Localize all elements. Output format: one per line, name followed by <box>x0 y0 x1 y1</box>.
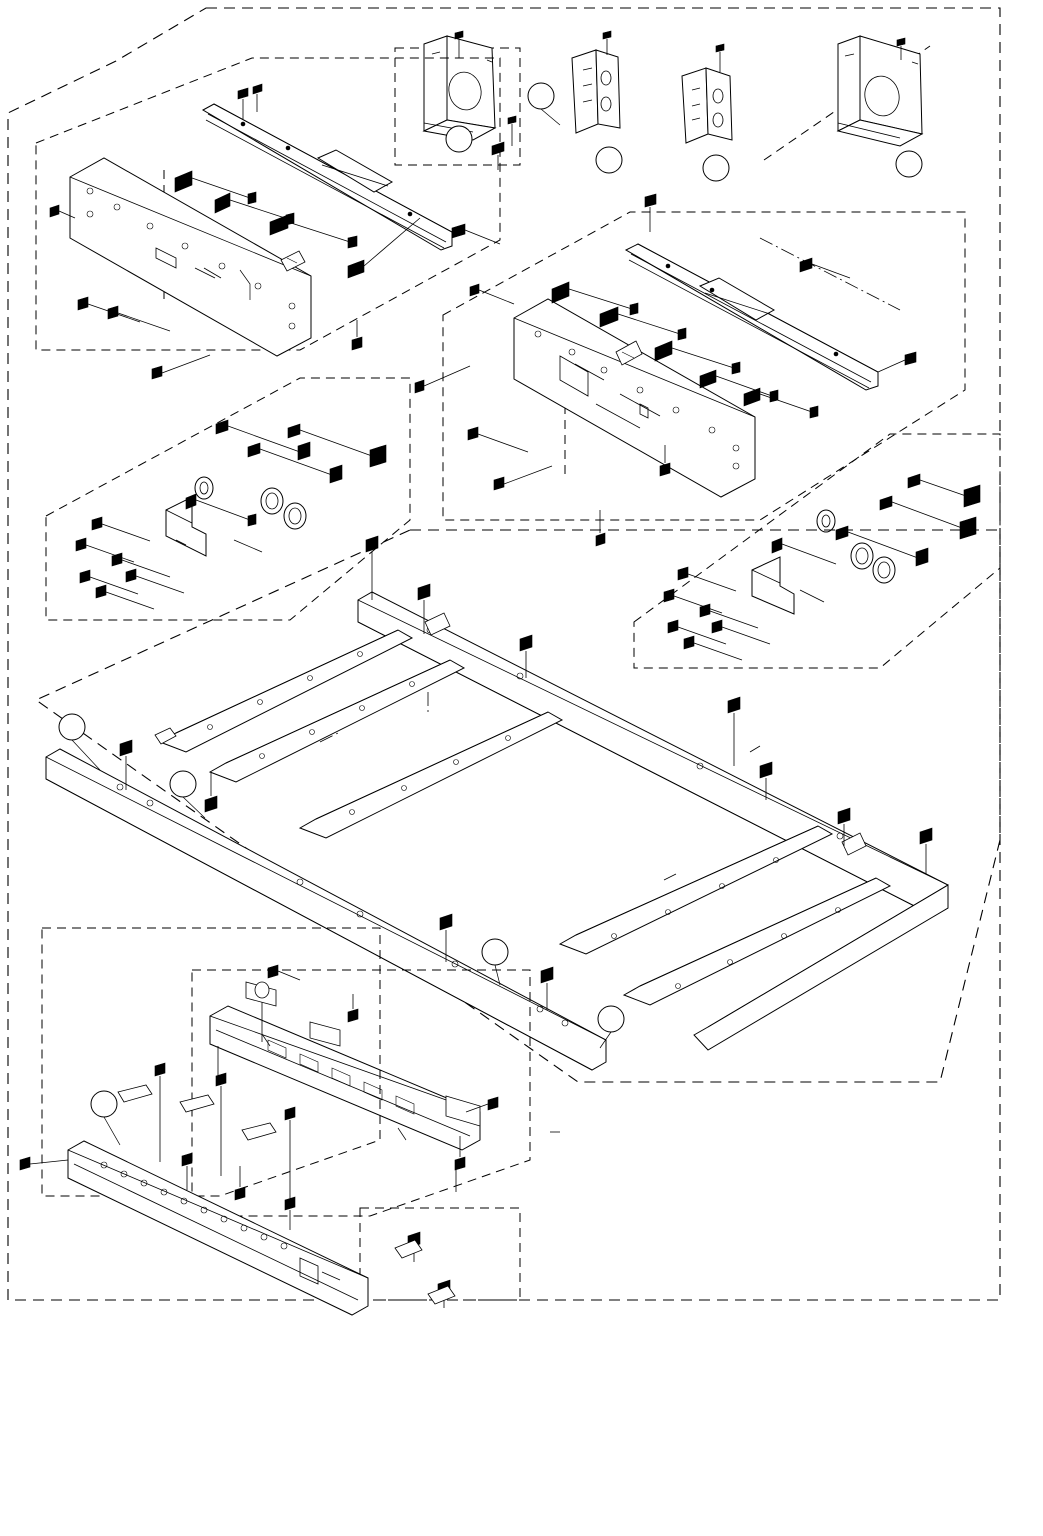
bolt <box>878 352 916 372</box>
balloon-9 <box>598 1006 624 1032</box>
screw <box>603 31 611 55</box>
bolt <box>468 427 528 452</box>
bolt <box>108 306 170 331</box>
bolt <box>494 466 552 490</box>
bolt <box>664 589 722 613</box>
bolt <box>772 538 836 564</box>
bolt <box>155 1063 165 1162</box>
balloon-6 <box>59 714 85 740</box>
bolt <box>366 536 378 600</box>
bolt <box>126 569 184 593</box>
bolt <box>270 215 357 248</box>
bolt <box>253 84 262 112</box>
balloon-10 <box>91 1091 117 1117</box>
group-left-roller-bracket <box>46 378 410 620</box>
bolt <box>352 320 362 350</box>
bolt <box>348 994 358 1022</box>
bolt <box>205 772 217 812</box>
bolt <box>470 284 514 304</box>
bolt <box>744 388 818 418</box>
balloon-3 <box>596 147 622 173</box>
bolt <box>428 1280 455 1308</box>
bolt <box>728 697 740 766</box>
screw <box>716 44 724 72</box>
bolt <box>285 1197 295 1230</box>
bolt <box>76 538 134 562</box>
bolt <box>800 258 850 278</box>
bolt <box>112 553 170 577</box>
roller-bracket-right <box>664 474 980 660</box>
bolt <box>395 1232 422 1262</box>
bolt <box>248 443 342 483</box>
roller-bracket-left <box>76 420 386 609</box>
bolt <box>600 307 686 340</box>
side-plate-left <box>70 158 311 356</box>
bolt <box>268 965 300 980</box>
bolt <box>285 1107 295 1200</box>
bolt <box>182 1153 192 1190</box>
base-frame-assembly <box>46 536 948 1070</box>
balloon-5 <box>896 151 922 177</box>
linear-rail-left <box>203 104 452 250</box>
bolt <box>596 510 605 546</box>
bolt <box>712 620 770 644</box>
roller-assembly <box>817 510 895 583</box>
bolt <box>920 828 932 874</box>
screw <box>508 116 516 146</box>
bolt <box>20 1157 68 1170</box>
bolt <box>92 517 150 541</box>
bolt <box>492 142 504 170</box>
balloon-4 <box>703 155 729 181</box>
bolt <box>700 604 758 628</box>
bolt <box>216 1073 226 1176</box>
bolt <box>908 474 980 507</box>
side-plate-right <box>514 299 755 497</box>
bolt <box>541 967 553 1010</box>
bolt <box>348 218 420 278</box>
balloon-8 <box>482 939 508 965</box>
bolt <box>96 585 154 609</box>
balloon-7 <box>170 771 196 797</box>
balloon-1 <box>528 83 554 109</box>
motor-mount-bracket-b <box>572 31 620 133</box>
bolt <box>186 494 256 526</box>
motor-mount-bracket-c <box>682 44 732 143</box>
bolt <box>678 567 736 591</box>
bolt <box>152 355 210 379</box>
bolt <box>452 224 500 244</box>
bolt <box>645 194 656 232</box>
bolt <box>238 88 248 120</box>
frame-slat <box>160 630 412 752</box>
bolt <box>235 1166 245 1200</box>
bolt <box>175 171 256 204</box>
balloon-2 <box>446 126 472 152</box>
bolt <box>880 496 976 539</box>
motor-mount-bracket-d <box>838 36 922 146</box>
